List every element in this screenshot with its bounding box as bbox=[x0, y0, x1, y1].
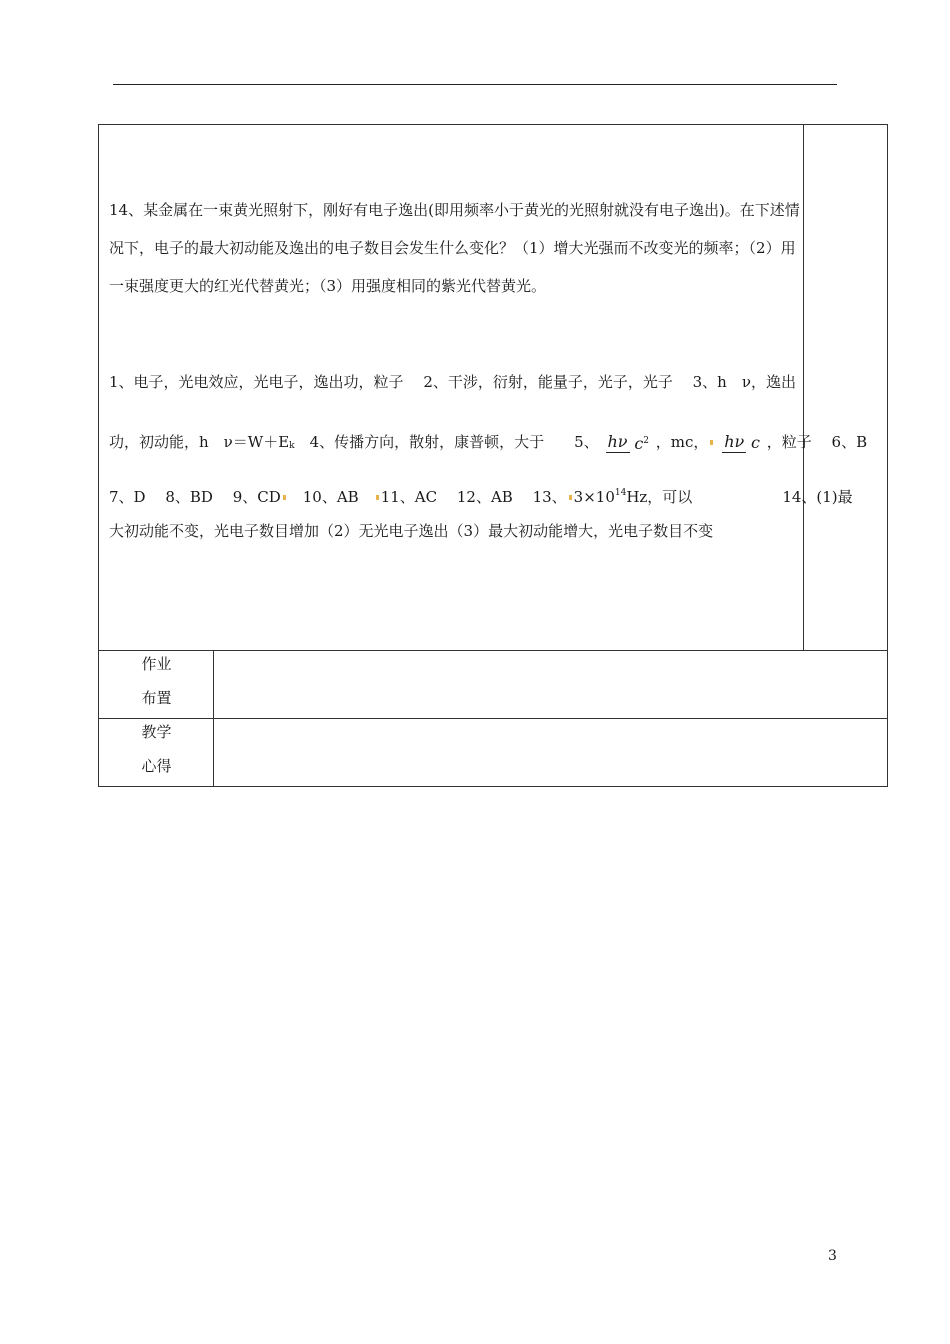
header-rule bbox=[113, 84, 837, 85]
highlight-mark bbox=[569, 495, 572, 500]
question-14: 14、某金属在一束黄光照射下，刚好有电子逸出(即用频率小于黄光的光照射就没有电子逸出)。在下述情况下，电子的最大初动能及逸出的电子数目会发生什么变化？（1）增大光强而不改变光的频率；（2）用一束强度更大的红光代替黄光；（3）用强度相同的紫光代替黄光。 bbox=[109, 201, 800, 295]
answer-line-1: 1、电子，光电效应，光电子，逸出功，粒子 2、干涉，衍射，能量子，光子，光子 3、h ν，逸出 bbox=[109, 373, 796, 391]
highlight-mark bbox=[710, 440, 713, 445]
reflection-label: 教学 心得 bbox=[99, 719, 214, 787]
lesson-table bbox=[98, 124, 888, 787]
highlight-mark bbox=[376, 495, 379, 500]
homework-content-cell bbox=[214, 651, 888, 718]
page-number: 3 bbox=[828, 1248, 837, 1264]
homework-row bbox=[99, 651, 888, 719]
main-content-cell bbox=[99, 125, 868, 651]
reflection-row bbox=[99, 719, 888, 787]
side-notes-cell bbox=[804, 125, 888, 651]
answer-line-4: 大初动能不变，光电子数目增加（2）无光电子逸出（3）最大初动能增大，光电子数目不变 bbox=[109, 522, 714, 540]
answer-line-2: 功，初动能，h $\nu=W+E_k$ 4、传播方向，散射，康普顿，大于 5、 hν $c^2$ ，mc， hν c ，粒子 6、B bbox=[109, 431, 868, 454]
homework-label: 作业 布置 bbox=[99, 651, 214, 718]
highlight-mark bbox=[283, 495, 286, 500]
reflection-content-cell bbox=[214, 719, 888, 787]
fraction-h-nu-over-c-squared: hν $c^2$ bbox=[607, 431, 650, 454]
fraction-h-nu-over-c: hν c bbox=[724, 431, 760, 452]
answer-line-3: 7、D 8、BD 9、CD 10、AB 11、AC 12、AB 13、 $3\times 10^{14}Hz$，可以 14、(1)最 bbox=[109, 488, 853, 506]
